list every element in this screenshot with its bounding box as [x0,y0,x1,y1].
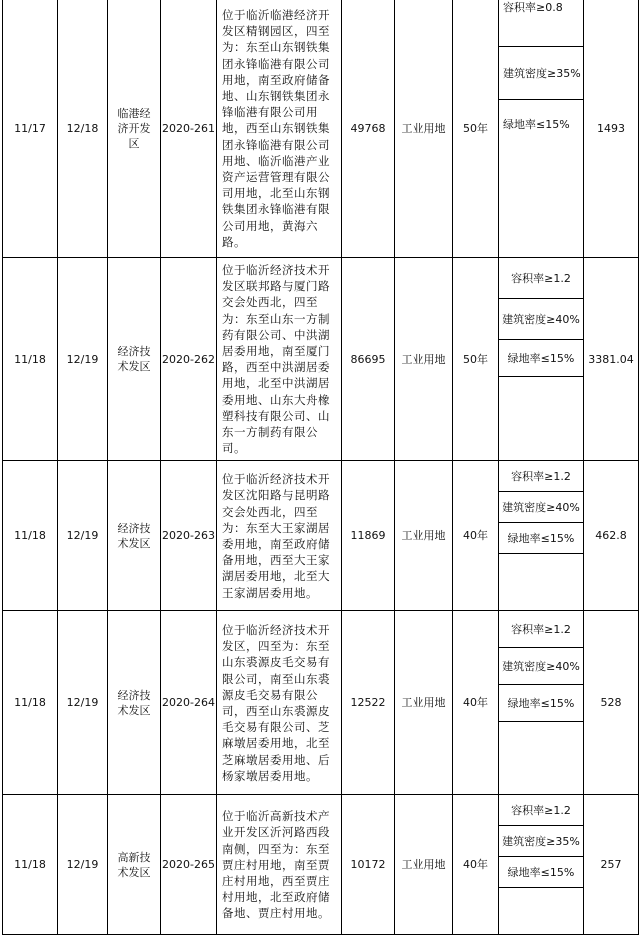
area: 10172 [342,795,395,935]
planning-indicators [499,611,584,795]
land-use: 工业用地 [395,611,453,795]
notice-date: 11/18 [3,461,58,611]
planning-indicators [499,461,584,611]
table-row [3,461,639,611]
table-row [3,611,639,795]
land-use: 工业用地 [395,795,453,935]
building-density: 建筑密度≥40% [499,492,583,523]
green-ratio: 绿地率≤15% [503,117,570,131]
notice-date: 11/18 [3,795,58,935]
notice-date: 11/18 [3,258,58,461]
price: 3381.04 [584,258,639,461]
location-description: 位于临沂高新技术产业开发区沂河路西段南侧，四至为：东至贾庄村用地，南至贾庄村用地，西至贾庄村用地，北至政府储备地、贾庄村用地。 [217,795,342,935]
plot-ratio: 容积率≥1.2 [499,461,583,492]
planning-indicators [499,0,584,258]
land-use: 工业用地 [395,461,453,611]
area: 11869 [342,461,395,611]
district: 经济技术发区 [108,461,161,611]
price: 1493 [584,0,639,258]
plot-ratio: 容积率≥1.2 [499,795,583,826]
deal-date: 12/19 [58,795,108,935]
plot-ratio: 容积率≥1.2 [499,258,583,299]
deal-date: 12/19 [58,258,108,461]
building-density: 建筑密度≥35% [499,47,583,100]
price: 257 [584,795,639,935]
parcel-number: 2020-261 [161,0,217,258]
land-use: 工业用地 [395,258,453,461]
location-description: 位于临沂经济技术开发区，四至为：东至山东裘源皮毛交易有限公司，南至山东裘源皮毛交易有限公司，西至山东裘源皮毛交易有限公司、芝麻墩居委用地，北至芝麻墩居委用地、后杨家墩居委用地。 [217,611,342,795]
location-description: 位于临沂经济技术开发区联邦路与厦门路交会处西北，四至为：东至山东一方制药有限公司、中洪湖居委用地，南至厦门路，西至中洪湖居委用地，北至中洪湖居委用地、山东大舟橡塑科技有限公司、山东一方制药有限公司。 [217,258,342,461]
table-row [3,0,639,258]
price: 462.8 [584,461,639,611]
building-density: 建筑密度≥40% [499,648,583,685]
green-ratio: 绿地率≤15% [499,685,583,722]
area: 86695 [342,258,395,461]
table-row [3,795,639,935]
district: 临港经济开发区 [108,0,161,258]
land-use: 工业用地 [395,0,453,258]
green-ratio: 绿地率≤15% [499,523,583,554]
term: 50年 [453,0,499,258]
deal-date: 12/18 [58,0,108,258]
term: 40年 [453,795,499,935]
district: 经济技术发区 [108,258,161,461]
term: 40年 [453,611,499,795]
district: 高新技术发区 [108,795,161,935]
notice-date: 11/18 [3,611,58,795]
parcel-number: 2020-264 [161,611,217,795]
term: 50年 [453,258,499,461]
parcel-number: 2020-263 [161,461,217,611]
planning-indicators [499,795,584,935]
area: 49768 [342,0,395,258]
green-ratio: 绿地率≤15% [499,857,583,888]
building-density: 建筑密度≥40% [499,299,583,340]
building-density: 建筑密度≥35% [499,826,583,857]
green-ratio: 绿地率≤15% [499,340,583,377]
table-row [3,258,639,461]
location-description: 位于临沂经济技术开发区沈阳路与昆明路交会处西北，四至为：东至大王家湖居委用地，南至政府储备用地，西至大王家湖居委用地，北至大王家湖居委用地。 [217,461,342,611]
plot-ratio: 容积率≥0.8 [499,0,583,47]
deal-date: 12/19 [58,611,108,795]
area: 12522 [342,611,395,795]
land-transfer-table [2,0,639,935]
parcel-number: 2020-262 [161,258,217,461]
deal-date: 12/19 [58,461,108,611]
planning-indicators [499,258,584,461]
district: 经济技术发区 [108,611,161,795]
price: 528 [584,611,639,795]
location-description: 位于临沂临港经济开发区精钢园区，四至为：东至山东钢铁集团永锋临港有限公司用地，南至政府储备地、山东钢铁集团永锋临港有限公司用地，西至山东钢铁集团永锋临港有限公司用地、临沂临港产业资产运营管理有限公司用地，北至山东钢铁集团永锋临港有限公司用地，黄海六路。 [217,0,342,258]
plot-ratio: 容积率≥1.2 [499,611,583,648]
notice-date: 11/17 [3,0,58,258]
parcel-number: 2020-265 [161,795,217,935]
term: 40年 [453,461,499,611]
